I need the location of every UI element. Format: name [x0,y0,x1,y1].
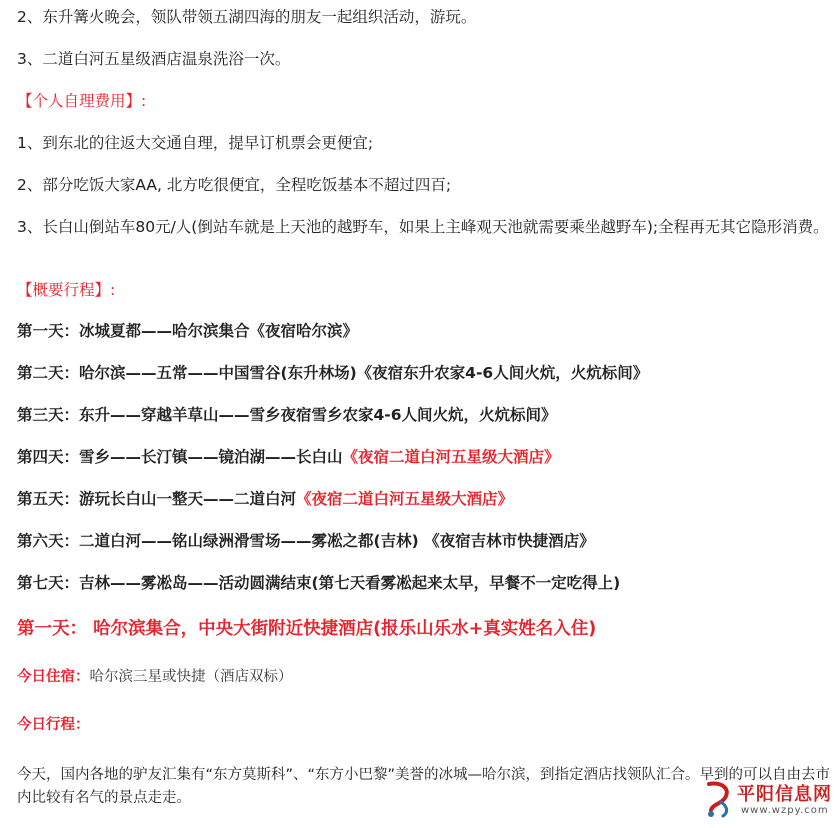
site-logo-icon [701,780,735,818]
day-label: 第七天： [17,574,80,592]
personal-cost-item-3: 3、长白山倒站车80元/人(倒站车就是上天池的越野车，如果上主峰观天池就需要乘坐越野车);全程再无其它隐形消费。 [17,218,829,236]
day-one-title: 第一天： 哈尔滨集合，中央大街附近快捷酒店(报乐山乐水+真实姓名入住) [17,619,597,639]
stay-label: 今日住宿： [17,669,90,685]
itinerary-heading: 【概要行程】: [17,281,116,299]
day-route: 东升——穿越羊草山——雪乡夜宿雪乡农家4-6人间火炕，火炕标间》 [79,406,557,424]
itinerary-day-4 [17,446,831,468]
site-name: 平阳信息网 [737,784,832,805]
day-one-stay [17,666,831,688]
day-route: 冰城夏都——哈尔滨集合《夜宿哈尔滨》 [79,322,359,340]
day-route: 吉林——雾凇岛——活动圆满结束(第七天看雾凇起来太早，早餐不一定吃得上) [79,574,621,592]
day-route: 雪乡——长汀镇——镜泊湖——长白山 [79,448,343,466]
day-label: 第一天： [17,322,80,340]
day-label: 第二天： [17,364,80,382]
itinerary-day-2 [17,362,831,384]
personal-cost-item-2: 2、部分吃饭大家AA, 北方吃很便宜，全程吃饭基本不超过四百; [17,176,452,194]
day-one-plan-label: 今日行程： [17,717,90,733]
day-route: 二道白河——铭山绿洲滑雪场——雾凇之都(吉林) 《夜宿吉林市快捷酒店》 [79,532,595,550]
day-label: 第五天： [17,490,80,508]
activity-line-3: 3、二道白河五星级酒店温泉洗浴一次。 [17,50,291,68]
activity-line-2: 2、东升篝火晚会，领队带领五湖四海的朋友一起组织活动，游玩。 [17,8,477,26]
personal-cost-item-1: 1、到东北的往返大交通自理，提早订机票会更便宜; [17,134,374,152]
personal-cost-heading: 【个人自理费用】: [17,92,147,110]
day-label: 第六天： [17,532,80,550]
site-url: www.wzpy.com [741,805,829,816]
day-hotel: 《夜宿二道白河五星级大酒店》 [296,490,514,508]
itinerary-day-5 [17,488,831,510]
day-label: 第三天： [17,406,80,424]
day-label: 第四天： [17,448,80,466]
day-route: 游玩长白山一整天——二道白河 [79,490,297,508]
itinerary-day-1 [17,320,831,342]
site-watermark [701,778,831,822]
itinerary-day-3 [17,404,831,426]
itinerary-day-6 [17,530,831,552]
day-hotel: 《夜宿二道白河五星级大酒店》 [342,448,560,466]
day-one-plan-text: 今天，国内各地的驴友汇集有“东方莫斯科”、“东方小巴黎”美誉的冰城—哈尔滨，到指定酒店找领队汇合。早到的可以自由去市内比较有名气的景点走走。 [17,767,831,806]
itinerary-day-7 [17,572,831,594]
stay-value: 哈尔滨三星或快捷（酒店双标） [89,669,293,685]
day-route: 哈尔滨——五常——中国雪谷(东升林场)《夜宿东升农家4-6人间火炕，火炕标间》 [79,364,649,382]
